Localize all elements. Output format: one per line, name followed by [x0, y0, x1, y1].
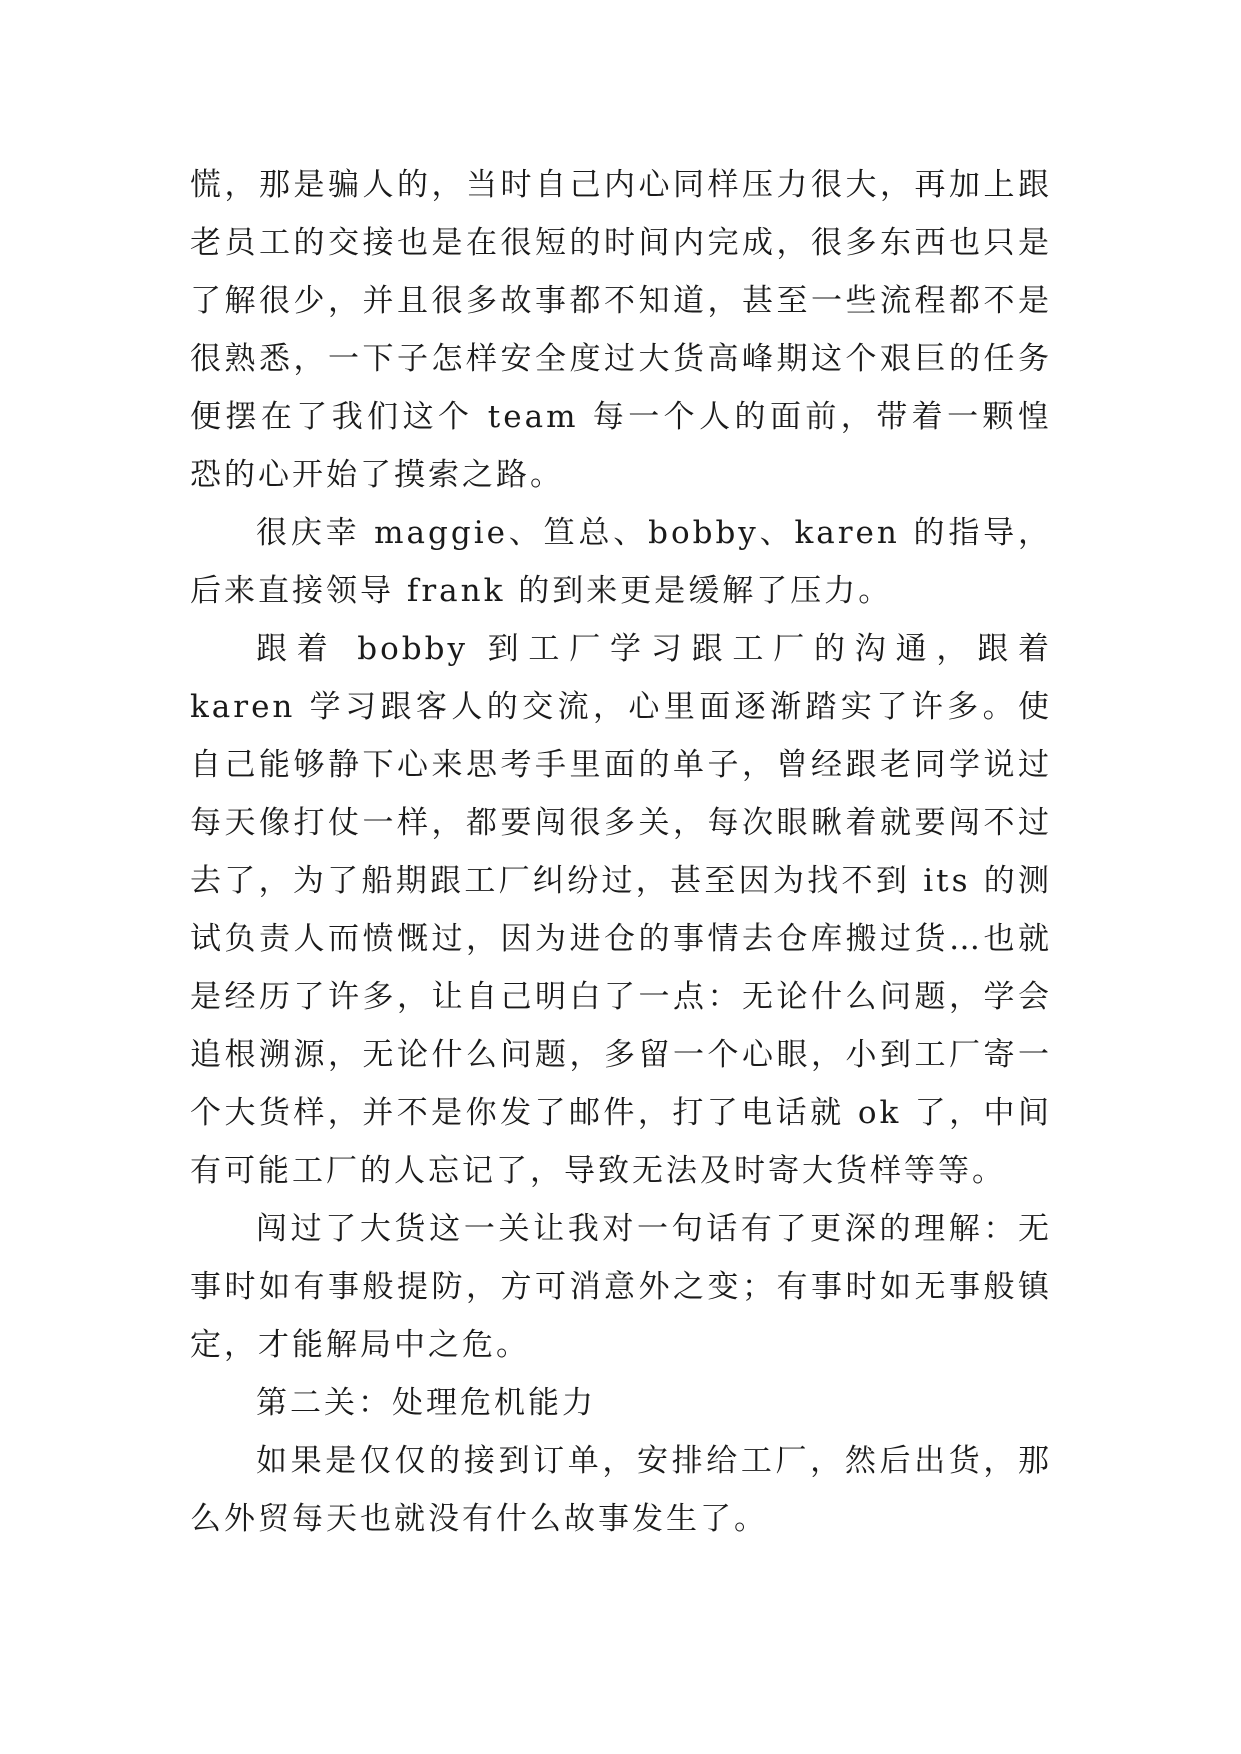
paragraph-4: 闯过了大货这一关让我对一句话有了更深的理解：无事时如有事般提防，方可消意外之变；有事时如无事般镇定，才能解局中之危。 [190, 1211, 1052, 1363]
document-body [190, 156, 1052, 1548]
paragraph-2: 很庆幸 maggie、笪总、bobby、karen 的指导，后来直接领导 frank 的到来更是缓解了压力。 [190, 515, 1052, 609]
paragraph-3: 跟着 bobby 到工厂学习跟工厂的沟通，跟着 karen 学习跟客人的交流，心里面逐渐踏实了许多。使自己能够静下心来思考手里面的单子，曾经跟老同学说过每天像打仗一样，都要闯很多关，每次眼瞅着就要闯不过去了，为了船期跟工厂纠纷过，甚至因为找不到 its 的测试负责人而愤慨过，因为进仓的事情去仓库搬过货…也就是经历了许多，让自己明白了一点：无论什么问题，学会追根溯源，无论什么问题，多留一个心眼，小到工厂寄一个大货样，并不是你发了邮件，打了电话就 ok 了，中间有可能工厂的人忘记了，导致无法及时寄大货样等等。 [190, 631, 1052, 1189]
section-heading-2: 第二关：处理危机能力 [256, 1385, 596, 1421]
paragraph-6: 如果是仅仅的接到订单，安排给工厂，然后出货，那么外贸每天也就没有什么故事发生了。 [190, 1443, 1052, 1537]
paragraph-1: 慌，那是骗人的，当时自己内心同样压力很大，再加上跟老员工的交接也是在很短的时间内完成，很多东西也只是了解很少，并且很多故事都不知道，甚至一些流程都不是很熟悉，一下子怎样安全度过大货高峰期这个艰巨的任务便摆在了我们这个 team 每一个人的面前，带着一颗惶恐的心开始了摸索之路。 [190, 167, 1052, 493]
